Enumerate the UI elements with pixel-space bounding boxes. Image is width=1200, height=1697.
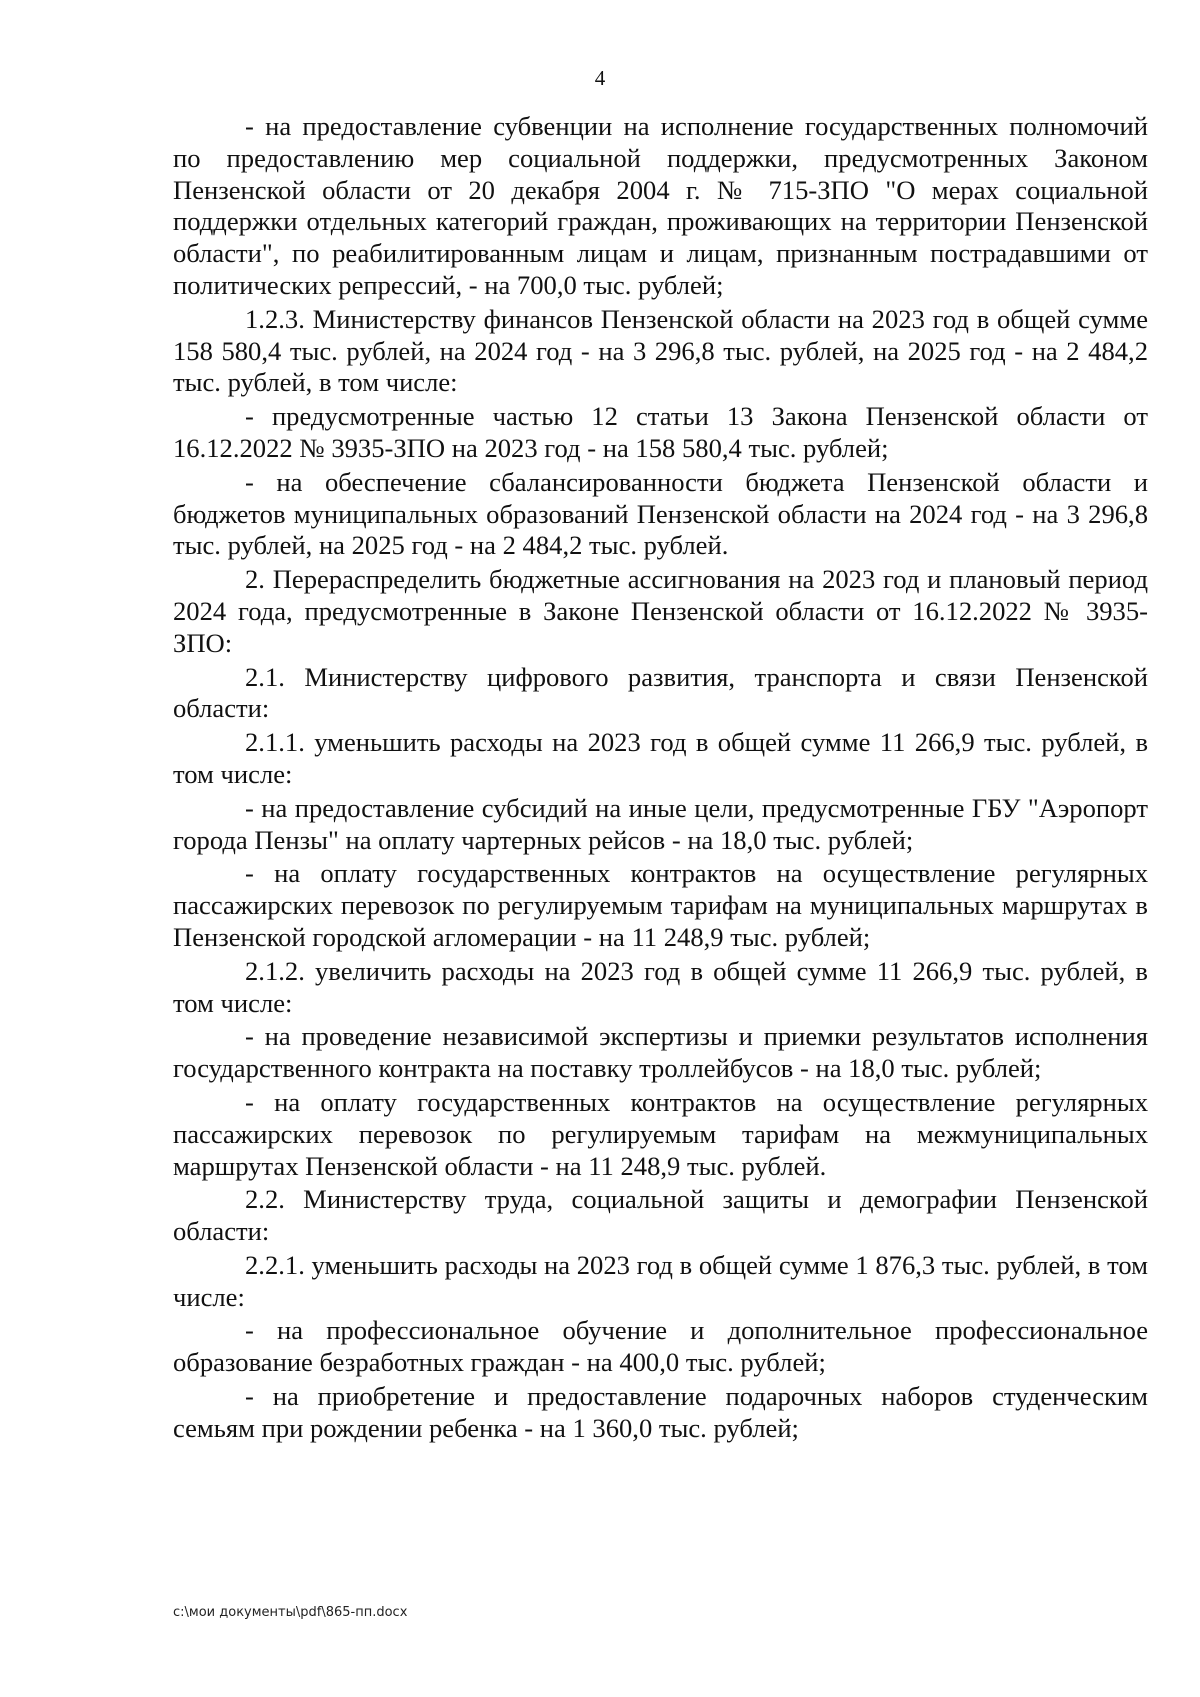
paragraph-1-2-3: 1.2.3. Министерству финансов Пензенской области на 2023 год в общей сумме 158 580,4 тыс. рублей, на 2024 год - на 3 296,8 тыс. рублей, на 2025 год - на 2 484,2 тыс. рублей, в том числе:	[173, 303, 1148, 398]
paragraph-intermunicipal-routes: - на оплату государственных контрактов на осуществление регулярных пассажирских перевозок по регулируемым тарифам на межмуниципальных маршрутах Пензенской области - на 11 248,9 тыс. рублей.	[173, 1086, 1148, 1181]
paragraph-trolleybus-expertise: - на проведение независимой экспертизы и приемки результатов исполнения государственного контракта на поставку троллейбусов - на 18,0 тыс. рублей;	[173, 1021, 1148, 1084]
paragraph-2-1: 2.1. Министерству цифрового развития, транспорта и связи Пензенской области:	[173, 661, 1148, 724]
paragraph-gift-sets: - на приобретение и предоставление подарочных наборов студенческим семьям при рождении ребенка - на 1 360,0 тыс. рублей;	[173, 1381, 1148, 1443]
paragraph-professional-training: - на профессиональное обучение и дополнительное профессиональное образование безработных граждан - на 400,0 тыс. рублей;	[173, 1315, 1148, 1378]
paragraph-2: 2. Перераспределить бюджетные ассигнования на 2023 год и плановый период 2024 года, предусмотренные в Законе Пензенской области от 16.12.2022 № 3935-ЗПО:	[173, 564, 1148, 658]
footer-file-path: c:\мои документы\pdf\865-пп.docx	[173, 1605, 408, 1620]
paragraph-budget-balance: - на обеспечение сбалансированности бюджета Пензенской области и бюджетов муниципальных образований Пензенской области на 2024 год - на 3 296,8 тыс. рублей, на 2025 год - на 2 484,2 тыс. рублей.	[173, 466, 1148, 561]
paragraph-2-1-2: 2.1.2. увеличить расходы на 2023 год в общей сумме 11 266,9 тыс. рублей, в том числе:	[173, 955, 1148, 1018]
paragraph-part-12-article-13: - предусмотренные частью 12 статьи 13 Закона Пензенской области от 16.12.2022 № 3935-ЗПО на 2023 год - на 158 580,4 тыс. рублей;	[173, 401, 1148, 463]
paragraph-2-2: 2.2. Министерству труда, социальной защиты и демографии Пензенской области:	[173, 1184, 1148, 1247]
page-number: 4	[594, 66, 606, 90]
paragraph-subvention-repressed: - на предоставление субвенции на исполнение государственных полномочий по предоставлению мер социальной поддержки, предусмотренных Законом Пензенской области от 20 декабря 2004 г. № 715-ЗПО "О мерах социальной поддержки отдельных категорий граждан, проживающих на территории Пензенской области", по реабилитированным лицам и лицам, признанным пострадавшими от политических репрессий, - на 700,0 тыс. рублей;	[173, 111, 1148, 300]
paragraph-2-2-1: 2.2.1. уменьшить расходы на 2023 год в общей сумме 1 876,3 тыс. рублей, в том числе:	[173, 1249, 1148, 1312]
document-body	[173, 111, 1148, 1447]
paragraph-airport-subsidy: - на предоставление субсидий на иные цели, предусмотренные ГБУ "Аэропорт города Пензы" на оплату чартерных рейсов - на 18,0 тыс. рублей;	[173, 792, 1148, 855]
paragraph-municipal-routes: - на оплату государственных контрактов на осуществление регулярных пассажирских перевозок по регулируемым тарифам на муниципальных маршрутах в Пензенской городской агломерации - на 11 248,9 тыс. рублей;	[173, 858, 1148, 952]
paragraph-2-1-1: 2.1.1. уменьшить расходы на 2023 год в общей сумме 11 266,9 тыс. рублей, в том числе:	[173, 727, 1148, 789]
